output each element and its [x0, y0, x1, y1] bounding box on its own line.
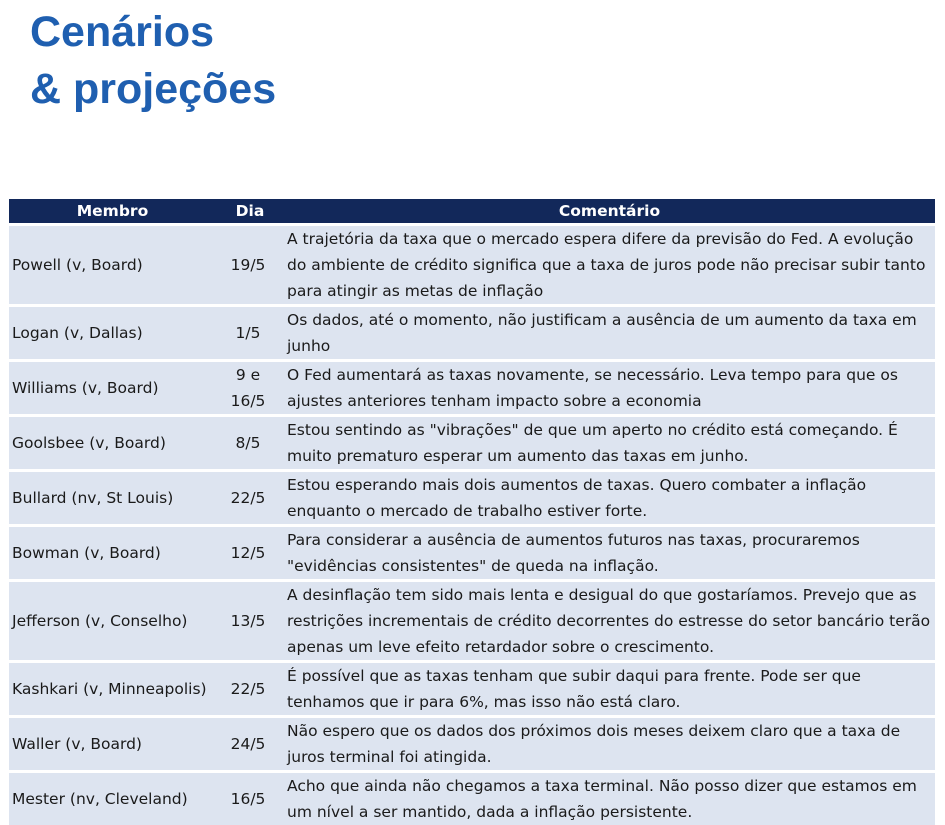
comment-cell: Estou esperando mais dois aumentos de taxas. Quero combater a inflação enquanto o mercado de trabalho estiver forte.	[284, 471, 935, 526]
day-cell: 12/5	[216, 526, 284, 581]
column-header-member: Membro	[9, 199, 216, 225]
table-row	[9, 225, 935, 306]
comment-cell: A trajetória da taxa que o mercado espera difere da previsão do Fed. A evolução do ambiente de crédito significa que a taxa de juros pode não precisar subir tanto para atingir as metas de inflação	[284, 225, 935, 306]
page-title-line-1: Cenários	[30, 4, 276, 61]
day-cell: 22/5	[216, 471, 284, 526]
table-row	[9, 662, 935, 717]
comment-cell: Os dados, até o momento, não justificam a ausência de um aumento da taxa em junho	[284, 306, 935, 361]
column-header-day: Dia	[216, 199, 284, 225]
table-row	[9, 526, 935, 581]
member-cell: Williams (v, Board)	[9, 361, 216, 416]
member-cell: Bullard (nv, St Louis)	[9, 471, 216, 526]
comment-cell: É possível que as taxas tenham que subir daqui para frente. Pode ser que tenhamos que ir para 6%, mas isso não está claro.	[284, 662, 935, 717]
day-cell: 19/5	[216, 225, 284, 306]
table-header-row	[9, 199, 935, 225]
member-cell: Mester (nv, Cleveland)	[9, 772, 216, 825]
day-cell: 22/5	[216, 662, 284, 717]
day-cell: 9 e 16/5	[216, 361, 284, 416]
comment-cell: Estou sentindo as "vibrações" de que um aperto no crédito está começando. É muito prematuro esperar um aumento das taxas em junho.	[284, 416, 935, 471]
fed-members-comments-table	[9, 199, 935, 825]
day-cell: 1/5	[216, 306, 284, 361]
member-cell: Bowman (v, Board)	[9, 526, 216, 581]
comment-cell: Não espero que os dados dos próximos dois meses deixem claro que a taxa de juros terminal foi atingida.	[284, 717, 935, 772]
member-cell: Logan (v, Dallas)	[9, 306, 216, 361]
member-cell: Jefferson (v, Conselho)	[9, 581, 216, 662]
table-row	[9, 471, 935, 526]
day-cell: 8/5	[216, 416, 284, 471]
comment-cell: Para considerar a ausência de aumentos futuros nas taxas, procuraremos "evidências consistentes" de queda na inflação.	[284, 526, 935, 581]
member-cell: Kashkari (v, Minneapolis)	[9, 662, 216, 717]
column-header-comment: Comentário	[284, 199, 935, 225]
table-row	[9, 361, 935, 416]
table-row	[9, 581, 935, 662]
member-cell: Goolsbee (v, Board)	[9, 416, 216, 471]
comment-cell: O Fed aumentará as taxas novamente, se necessário. Leva tempo para que os ajustes anteriores tenham impacto sobre a economia	[284, 361, 935, 416]
table-row	[9, 416, 935, 471]
day-cell: 13/5	[216, 581, 284, 662]
table-row	[9, 306, 935, 361]
page-title-line-2: & projeções	[30, 61, 276, 118]
member-cell: Waller (v, Board)	[9, 717, 216, 772]
table-row	[9, 717, 935, 772]
member-cell: Powell (v, Board)	[9, 225, 216, 306]
day-cell: 24/5	[216, 717, 284, 772]
comment-cell: Acho que ainda não chegamos a taxa terminal. Não posso dizer que estamos em um nível a ser mantido, dada a inflação persistente.	[284, 772, 935, 825]
table-row	[9, 772, 935, 825]
page-title	[30, 4, 276, 118]
day-cell: 16/5	[216, 772, 284, 825]
comment-cell: A desinflação tem sido mais lenta e desigual do que gostaríamos. Prevejo que as restrições incrementais de crédito decorrentes do estresse do setor bancário terão apenas um leve efeito retardador sobre o crescimento.	[284, 581, 935, 662]
